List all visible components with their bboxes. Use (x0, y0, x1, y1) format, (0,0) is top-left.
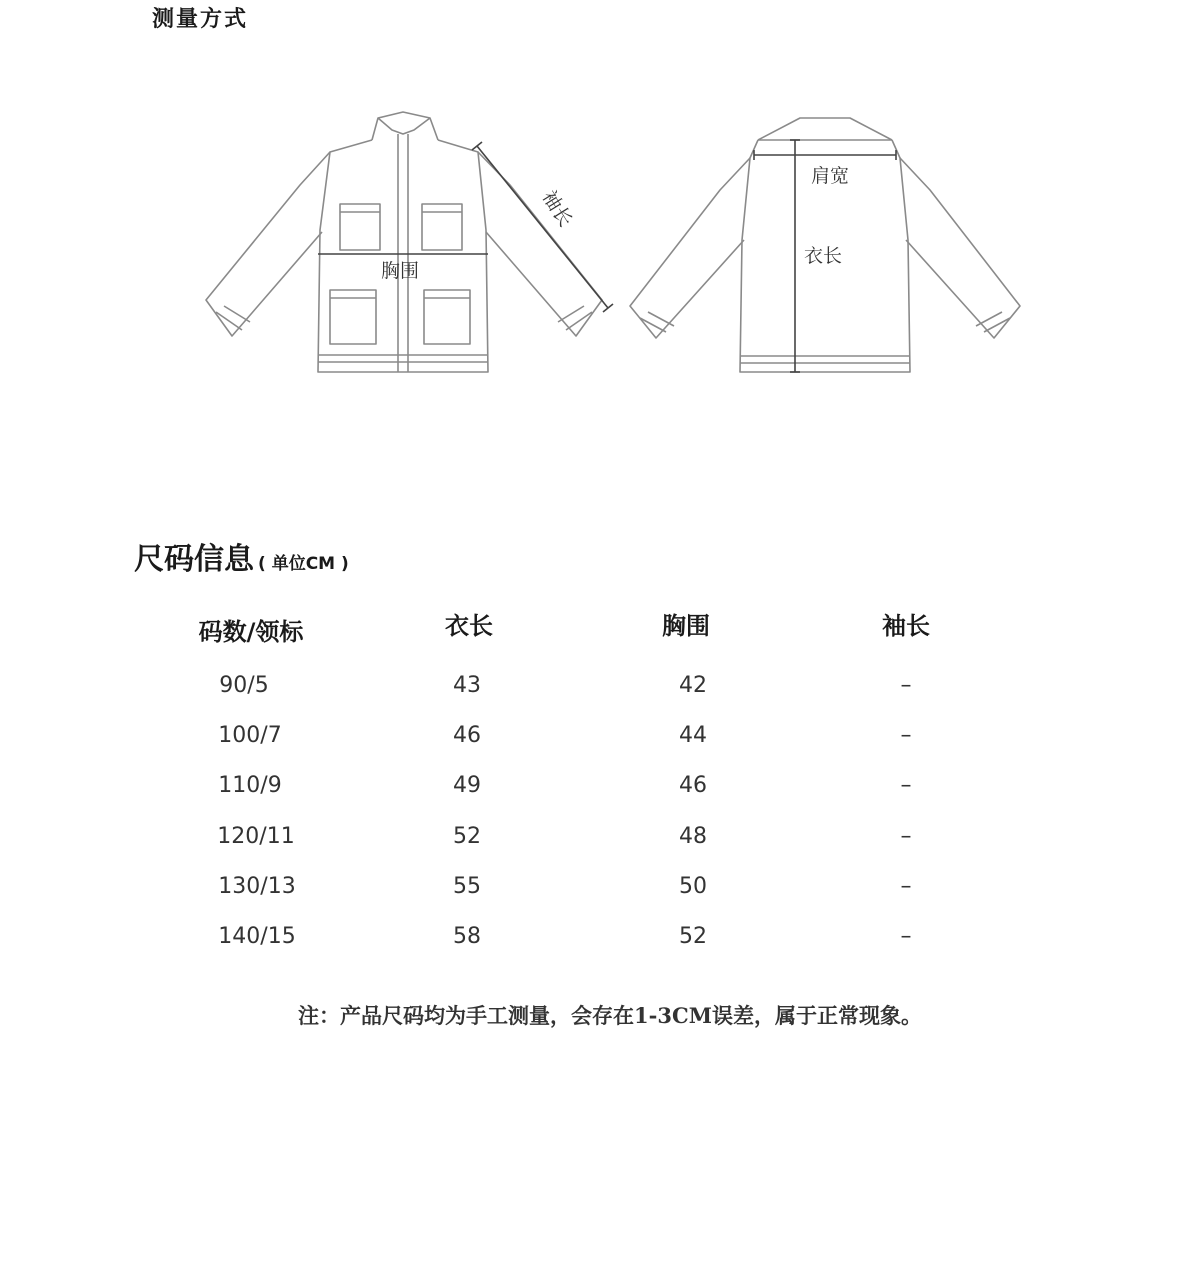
jacket-front (206, 112, 602, 372)
cell-length: 46 (453, 723, 481, 748)
shoulder-label: 肩宽 (810, 165, 850, 187)
cell-size: 140/15 (218, 924, 296, 949)
table-row (0, 824, 1200, 854)
length-label: 衣长 (803, 245, 843, 267)
cell-sleeve: – (900, 924, 912, 949)
table-row (0, 924, 1200, 954)
cell-sleeve: – (900, 824, 912, 849)
table-row (0, 773, 1200, 803)
chest-label: 胸围 (380, 260, 420, 282)
front-measure-lines (318, 142, 613, 312)
cell-length: 52 (453, 824, 481, 849)
cell-size: 110/9 (218, 773, 282, 798)
cell-chest: 46 (679, 773, 707, 798)
cell-sleeve: – (900, 723, 912, 748)
header-length: 衣长 (445, 612, 493, 640)
measurement-note: 注：产品尺码均为手工测量，会存在1-3CM误差，属于正常现象。 (298, 1003, 922, 1028)
cell-chest: 52 (679, 924, 707, 949)
cell-size: 90/5 (219, 673, 269, 698)
cell-chest: 50 (679, 874, 707, 899)
table-row (0, 874, 1200, 904)
cell-chest: 44 (679, 723, 707, 748)
header-chest: 胸围 (662, 612, 710, 640)
cell-sleeve: – (900, 673, 912, 698)
sleeve-label: 袖长 (537, 186, 577, 231)
cell-size: 120/11 (217, 824, 295, 849)
header-size: 码数/领标 (198, 618, 304, 646)
table-row (0, 723, 1200, 753)
cell-size: 100/7 (218, 723, 282, 748)
size-info-heading: 尺码信息 (134, 542, 254, 577)
cell-chest: 48 (679, 824, 707, 849)
cell-chest: 42 (679, 673, 707, 698)
cell-length: 58 (453, 924, 481, 949)
cell-sleeve: – (900, 773, 912, 798)
measure-title: 测量方式 (152, 7, 249, 32)
cell-size: 130/13 (218, 874, 296, 899)
jacket-diagram (0, 0, 1200, 430)
cell-length: 55 (453, 874, 481, 899)
cell-length: 43 (453, 673, 481, 698)
size-info-unit: ( 单位CM ) (258, 554, 349, 574)
cell-length: 49 (453, 773, 481, 798)
header-sleeve: 袖长 (882, 612, 930, 640)
size-info-title (134, 534, 349, 578)
cell-sleeve: – (900, 874, 912, 899)
table-row (0, 673, 1200, 703)
